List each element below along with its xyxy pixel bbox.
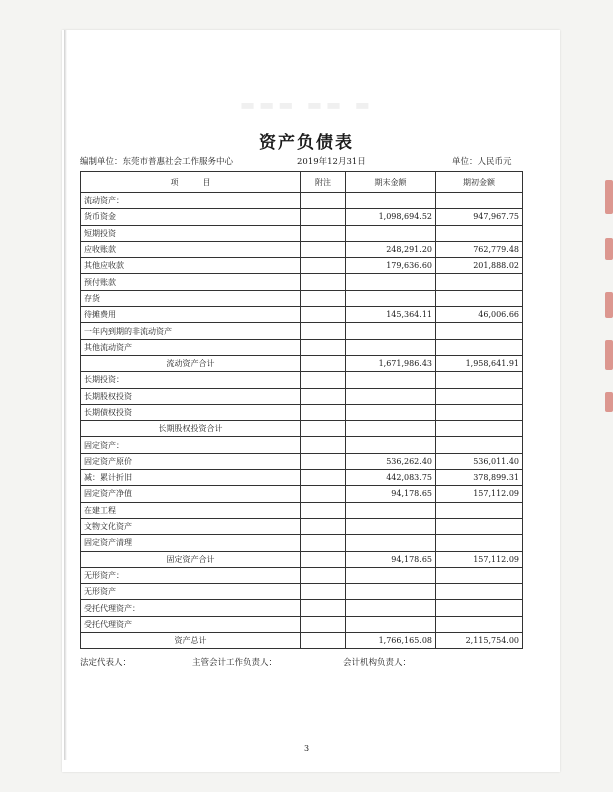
row-begin-amount: 46,006.66 [436,307,523,323]
row-note [301,339,346,355]
row-label: 在建工程 [81,502,301,518]
row-note [301,502,346,518]
table-row [81,453,523,469]
row-end-amount: 145,364.11 [346,307,436,323]
balance-sheet-table [80,171,523,649]
row-begin-amount [436,518,523,534]
row-begin-amount [436,567,523,583]
row-begin-amount: 1,958,641.91 [436,355,523,371]
row-label: 流动资产： [81,193,301,209]
table-row [81,421,523,437]
row-note [301,633,346,649]
row-note [301,290,346,306]
row-label: 货币资金 [81,209,301,225]
row-note [301,388,346,404]
row-begin-amount [436,193,523,209]
row-begin-amount: 2,115,754.00 [436,633,523,649]
table-row [81,404,523,420]
row-label: 固定资产合计 [81,551,301,567]
table-row [81,339,523,355]
table-row [81,584,523,600]
column-header-item: 项 目 [81,172,301,193]
row-label: 流动资产合计 [81,355,301,371]
table-row [81,372,523,388]
row-label: 存货 [81,290,301,306]
row-note [301,258,346,274]
row-end-amount: 179,636.60 [346,258,436,274]
row-begin-amount [436,437,523,453]
row-end-amount: 1,766,165.08 [346,633,436,649]
accounting-org-head-label: 会计机构负责人： [343,658,412,668]
row-note [301,600,346,616]
row-label: 长期债权投资 [81,404,301,420]
row-end-amount [346,616,436,632]
row-note [301,372,346,388]
row-begin-amount [436,584,523,600]
table-row [81,502,523,518]
row-end-amount [346,535,436,551]
row-begin-amount: 157,112.09 [436,551,523,567]
row-begin-amount: 201,888.02 [436,258,523,274]
row-label: 受托代理资产： [81,600,301,616]
row-end-amount [346,437,436,453]
row-begin-amount: 157,112.09 [436,486,523,502]
row-end-amount: 442,083.75 [346,470,436,486]
column-header-end-amount: 期末金额 [346,172,436,193]
report-date: 2019年12月31日 [297,157,366,167]
row-end-amount: 94,178.65 [346,486,436,502]
row-label: 一年内到期的非流动资产 [81,323,301,339]
reporting-entity: 编制单位：东莞市普惠社会工作服务中心 [80,157,234,167]
table-row [81,258,523,274]
row-begin-amount [436,225,523,241]
row-end-amount [346,518,436,534]
row-note [301,241,346,257]
row-note [301,486,346,502]
table-header-row [81,172,523,193]
table-row [81,437,523,453]
table-row [81,323,523,339]
column-header-note: 附注 [301,172,346,193]
row-end-amount: 1,098,694.52 [346,209,436,225]
row-begin-amount [436,502,523,518]
row-note [301,355,346,371]
row-label: 资产总计 [81,633,301,649]
row-end-amount [346,339,436,355]
row-label: 减：累计折旧 [81,470,301,486]
row-note [301,421,346,437]
row-label: 无形资产： [81,567,301,583]
row-label: 应收账款 [81,241,301,257]
row-begin-amount [436,339,523,355]
row-label: 文物文化资产 [81,518,301,534]
accounting-head-label: 主管会计工作负责人： [192,658,278,668]
row-begin-amount: 378,899.31 [436,470,523,486]
row-note [301,193,346,209]
row-note [301,616,346,632]
table-row [81,209,523,225]
column-header-begin-amount: 期初金额 [436,172,523,193]
row-end-amount [346,421,436,437]
row-note [301,584,346,600]
row-begin-amount: 762,779.48 [436,241,523,257]
row-begin-amount [436,616,523,632]
row-begin-amount: 947,967.75 [436,209,523,225]
row-end-amount [346,323,436,339]
row-label: 固定资产清理 [81,535,301,551]
table-row [81,535,523,551]
row-note [301,437,346,453]
row-note [301,453,346,469]
table-row [81,567,523,583]
row-label: 固定资产净值 [81,486,301,502]
seal-fragment [603,180,613,420]
row-label: 预付账款 [81,274,301,290]
table-row [81,355,523,371]
row-end-amount [346,600,436,616]
legal-representative-label: 法定代表人： [80,658,132,668]
row-begin-amount [436,290,523,306]
row-end-amount [346,567,436,583]
row-begin-amount [436,535,523,551]
row-end-amount [346,584,436,600]
row-end-amount [346,372,436,388]
row-note [301,404,346,420]
table-row [81,600,523,616]
table-row [81,470,523,486]
row-note [301,470,346,486]
row-note [301,323,346,339]
row-note [301,535,346,551]
row-end-amount: 1,671,986.43 [346,355,436,371]
row-begin-amount [436,323,523,339]
row-note [301,274,346,290]
row-begin-amount [436,388,523,404]
table-row [81,518,523,534]
table-row [81,241,523,257]
table-row [81,633,523,649]
table-row [81,551,523,567]
row-label: 长期股权投资 [81,388,301,404]
row-end-amount [346,274,436,290]
row-begin-amount [436,372,523,388]
row-label: 无形资产 [81,584,301,600]
table-row [81,486,523,502]
row-label: 其他流动资产 [81,339,301,355]
row-label: 固定资产： [81,437,301,453]
document-title: 资产负债表 [259,133,354,153]
row-end-amount: 536,262.40 [346,453,436,469]
table-row [81,388,523,404]
table-row [81,616,523,632]
row-note [301,209,346,225]
row-end-amount [346,404,436,420]
row-label: 短期投资 [81,225,301,241]
row-label: 固定资产原价 [81,453,301,469]
row-note [301,225,346,241]
row-note [301,518,346,534]
row-note [301,551,346,567]
row-note [301,567,346,583]
row-label: 受托代理资产 [81,616,301,632]
row-end-amount [346,193,436,209]
row-note [301,307,346,323]
row-end-amount [346,225,436,241]
row-label: 其他应收款 [81,258,301,274]
row-begin-amount [436,274,523,290]
row-label: 长期投资： [81,372,301,388]
row-end-amount: 94,178.65 [346,551,436,567]
row-label: 长期股权投资合计 [81,421,301,437]
page-number: 3 [303,744,310,753]
table-row [81,290,523,306]
table-row [81,193,523,209]
table-row [81,307,523,323]
row-begin-amount [436,600,523,616]
row-begin-amount [436,404,523,420]
row-end-amount: 248,291.20 [346,241,436,257]
row-begin-amount [436,421,523,437]
row-end-amount [346,388,436,404]
currency-unit: 单位：人民币元 [452,157,512,167]
bleed-through-text: ▬▬▬ ▬▬ ▬ [240,95,374,114]
row-label: 待摊费用 [81,307,301,323]
row-end-amount [346,290,436,306]
row-begin-amount: 536,011.40 [436,453,523,469]
row-end-amount [346,502,436,518]
table-row [81,274,523,290]
table-row [81,225,523,241]
